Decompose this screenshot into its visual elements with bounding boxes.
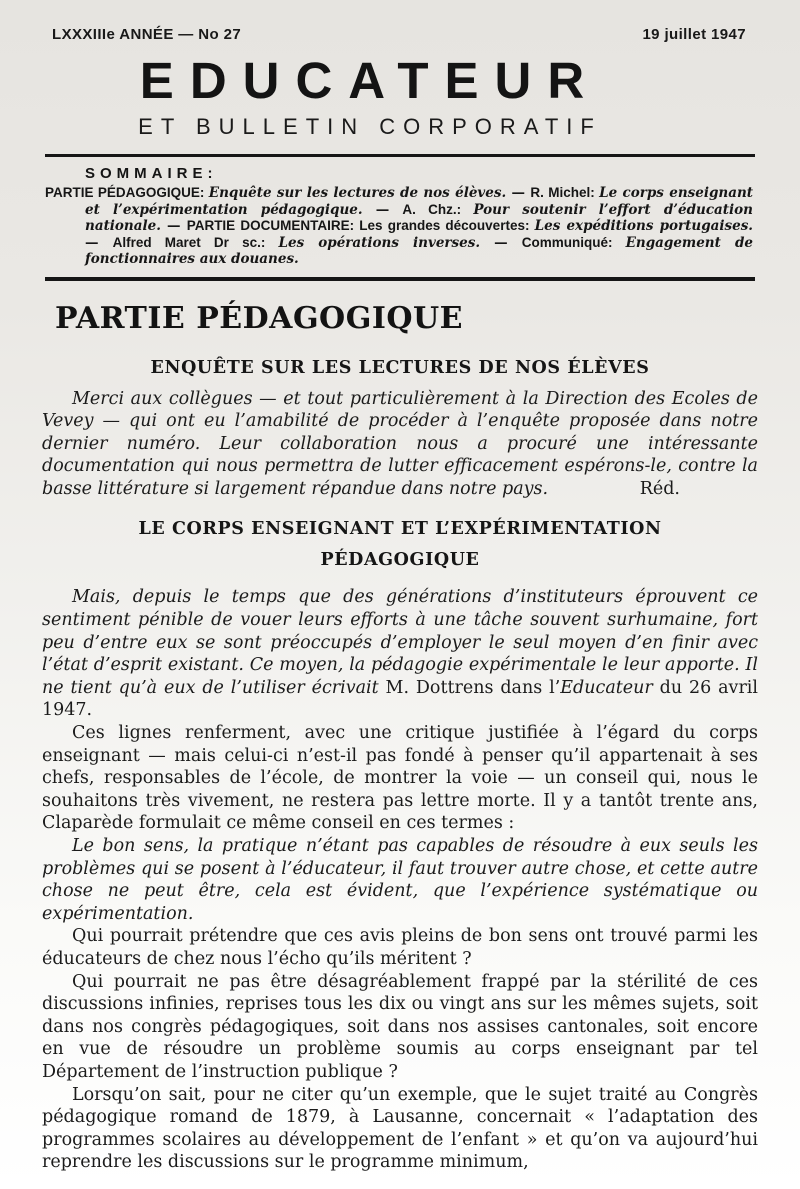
text-run: — xyxy=(506,185,531,201)
text-run: Les opérations inverses. xyxy=(278,234,481,251)
sommaire-box xyxy=(45,154,755,281)
text-run: — xyxy=(160,218,187,234)
text-run: Communiqué: xyxy=(521,234,626,250)
section-title: PARTIE PÉDAGOGIQUE xyxy=(55,300,464,336)
text-run: du 26 avril 1947. xyxy=(42,677,758,721)
text-run: — xyxy=(85,234,113,251)
text-run: Engagement de fonctionnaires aux douanes. xyxy=(85,234,753,267)
article2-title xyxy=(42,514,758,576)
article-paragraph: Lorsqu’on sait, pour ne citer qu’un exemple, que le sujet traité au Congrès pédagogique romand de 1879, à Lausanne, concernait « l’adaptation des programmes scolaires au développement de l’enfant » et qu’on va aujourd’hui reprendre les discussions sur le programme minimum, xyxy=(42,1084,758,1173)
masthead-row xyxy=(0,0,800,43)
sommaire-label: SOMMAIRE: xyxy=(85,165,218,182)
article-paragraph: Merci aux collègues — et tout particulièrement à la Direction des Ecoles de Vevey — qui ont eu l’amabilité de procéder à l’enquête proposée dans notre dernier numéro. Leur collaboration nous a procuré une intéressante documentation qui nous permettra de lutter efficacement espérons-le, contre la basse littérature si largement répandue dans notre pays. xyxy=(42,388,758,499)
text-run: M. Dottrens dans l’ xyxy=(385,677,561,698)
text-run: PARTIE PÉDAGOGIQUE: xyxy=(45,185,209,200)
text-run: R. Michel: xyxy=(530,185,600,200)
article2-title-line1: LE CORPS ENSEIGNANT ET L’EXPÉRIMENTATION xyxy=(138,519,662,540)
text-run: A. Chz.: xyxy=(402,201,474,217)
text-run: PARTIE DOCUMENTAIRE: Les grandes découvertes: xyxy=(186,218,535,233)
editor-signature: Réd. xyxy=(639,478,680,499)
article1-title: ENQUÊTE SUR LES LECTURES DE NOS ÉLÈVES xyxy=(150,357,650,378)
article-column xyxy=(42,358,758,1174)
text-run: Enquête sur les lectures de nos élèves. xyxy=(208,185,507,201)
issue-date: 19 juillet 1947 xyxy=(642,26,746,43)
text-run: Alfred Maret Dr sc.: xyxy=(112,234,279,250)
issue-number: LXXXIIIe ANNÉE — No 27 xyxy=(52,26,242,43)
text-run: Les expéditions portugaises. xyxy=(534,218,754,234)
article-paragraph: Ces lignes renferment, avec une critique justifiée à l’égard du corps enseignant — mais celui-ci n’est-il pas fondé à penser qu’il appartenait à ses chefs, responsables de l’école, de montrer la voie — un conseil qui, nous le souhaitons très vivement, ne restera pas lettre morte. Il y a tantôt trente ans, Claparède formulait ce même conseil en ces termes : xyxy=(42,723,758,834)
journal-subtitle: ET BULLETIN CORPORATIF xyxy=(138,114,602,139)
article-paragraph: Le bon sens, la pratique n’étant pas capables de résoudre à eux seuls les problèmes qui se posent à l’éducateur, il faut trouver autre chose, et cette autre chose ne peut être, cela est évident, que l’expérience systématique ou expérimentation. xyxy=(42,836,758,924)
journal-title: EDUCATEUR xyxy=(139,52,601,109)
text-run: — xyxy=(480,234,522,251)
text-run: Educateur xyxy=(560,677,653,698)
sommaire-contents xyxy=(45,185,753,268)
text-run: — xyxy=(362,201,403,218)
article-paragraph: Qui pourrait ne pas être désagréablement frappé par la stérilité de ces discussions infinies, reprises tous les dix ou vingt ans sur les mêmes sujets, soit dans nos congrès pédagogiques, soit dans nos assises cantonales, soit encore en vue de résoudre un problème soumis au corps enseignant par tel Département de l’instruction publique ? xyxy=(42,971,758,1082)
text-run: Le corps enseignant et l’expérimentation pédagogique. xyxy=(85,185,754,218)
text-run: Pour soutenir l’effort d’éducation nationale. xyxy=(85,201,753,234)
article-paragraph: Qui pourrait prétendre que ces avis pleins de bon sens ont trouvé parmi les éducateurs de chez nous l’écho qu’ils méritent ? xyxy=(42,926,758,969)
article2-title-line2: PÉDAGOGIQUE xyxy=(320,550,480,571)
article-paragraph xyxy=(42,586,758,722)
text-run: Mais, depuis le temps que des générations d’instituteurs éprouvent ce sentiment pénible de vouer leurs efforts à une tâche souvent surhumaine, fort peu d’entre eux se sont préoccupés d’employer le seul moyen d’en finir avec l’état d’esprit existant. Ce moyen, la pédagogie expérimentale le leur apporte. Il ne tient qu’à eux de l’utiliser écrivait xyxy=(42,587,758,698)
article2-body xyxy=(42,586,758,1173)
masthead-title-block xyxy=(0,51,800,140)
